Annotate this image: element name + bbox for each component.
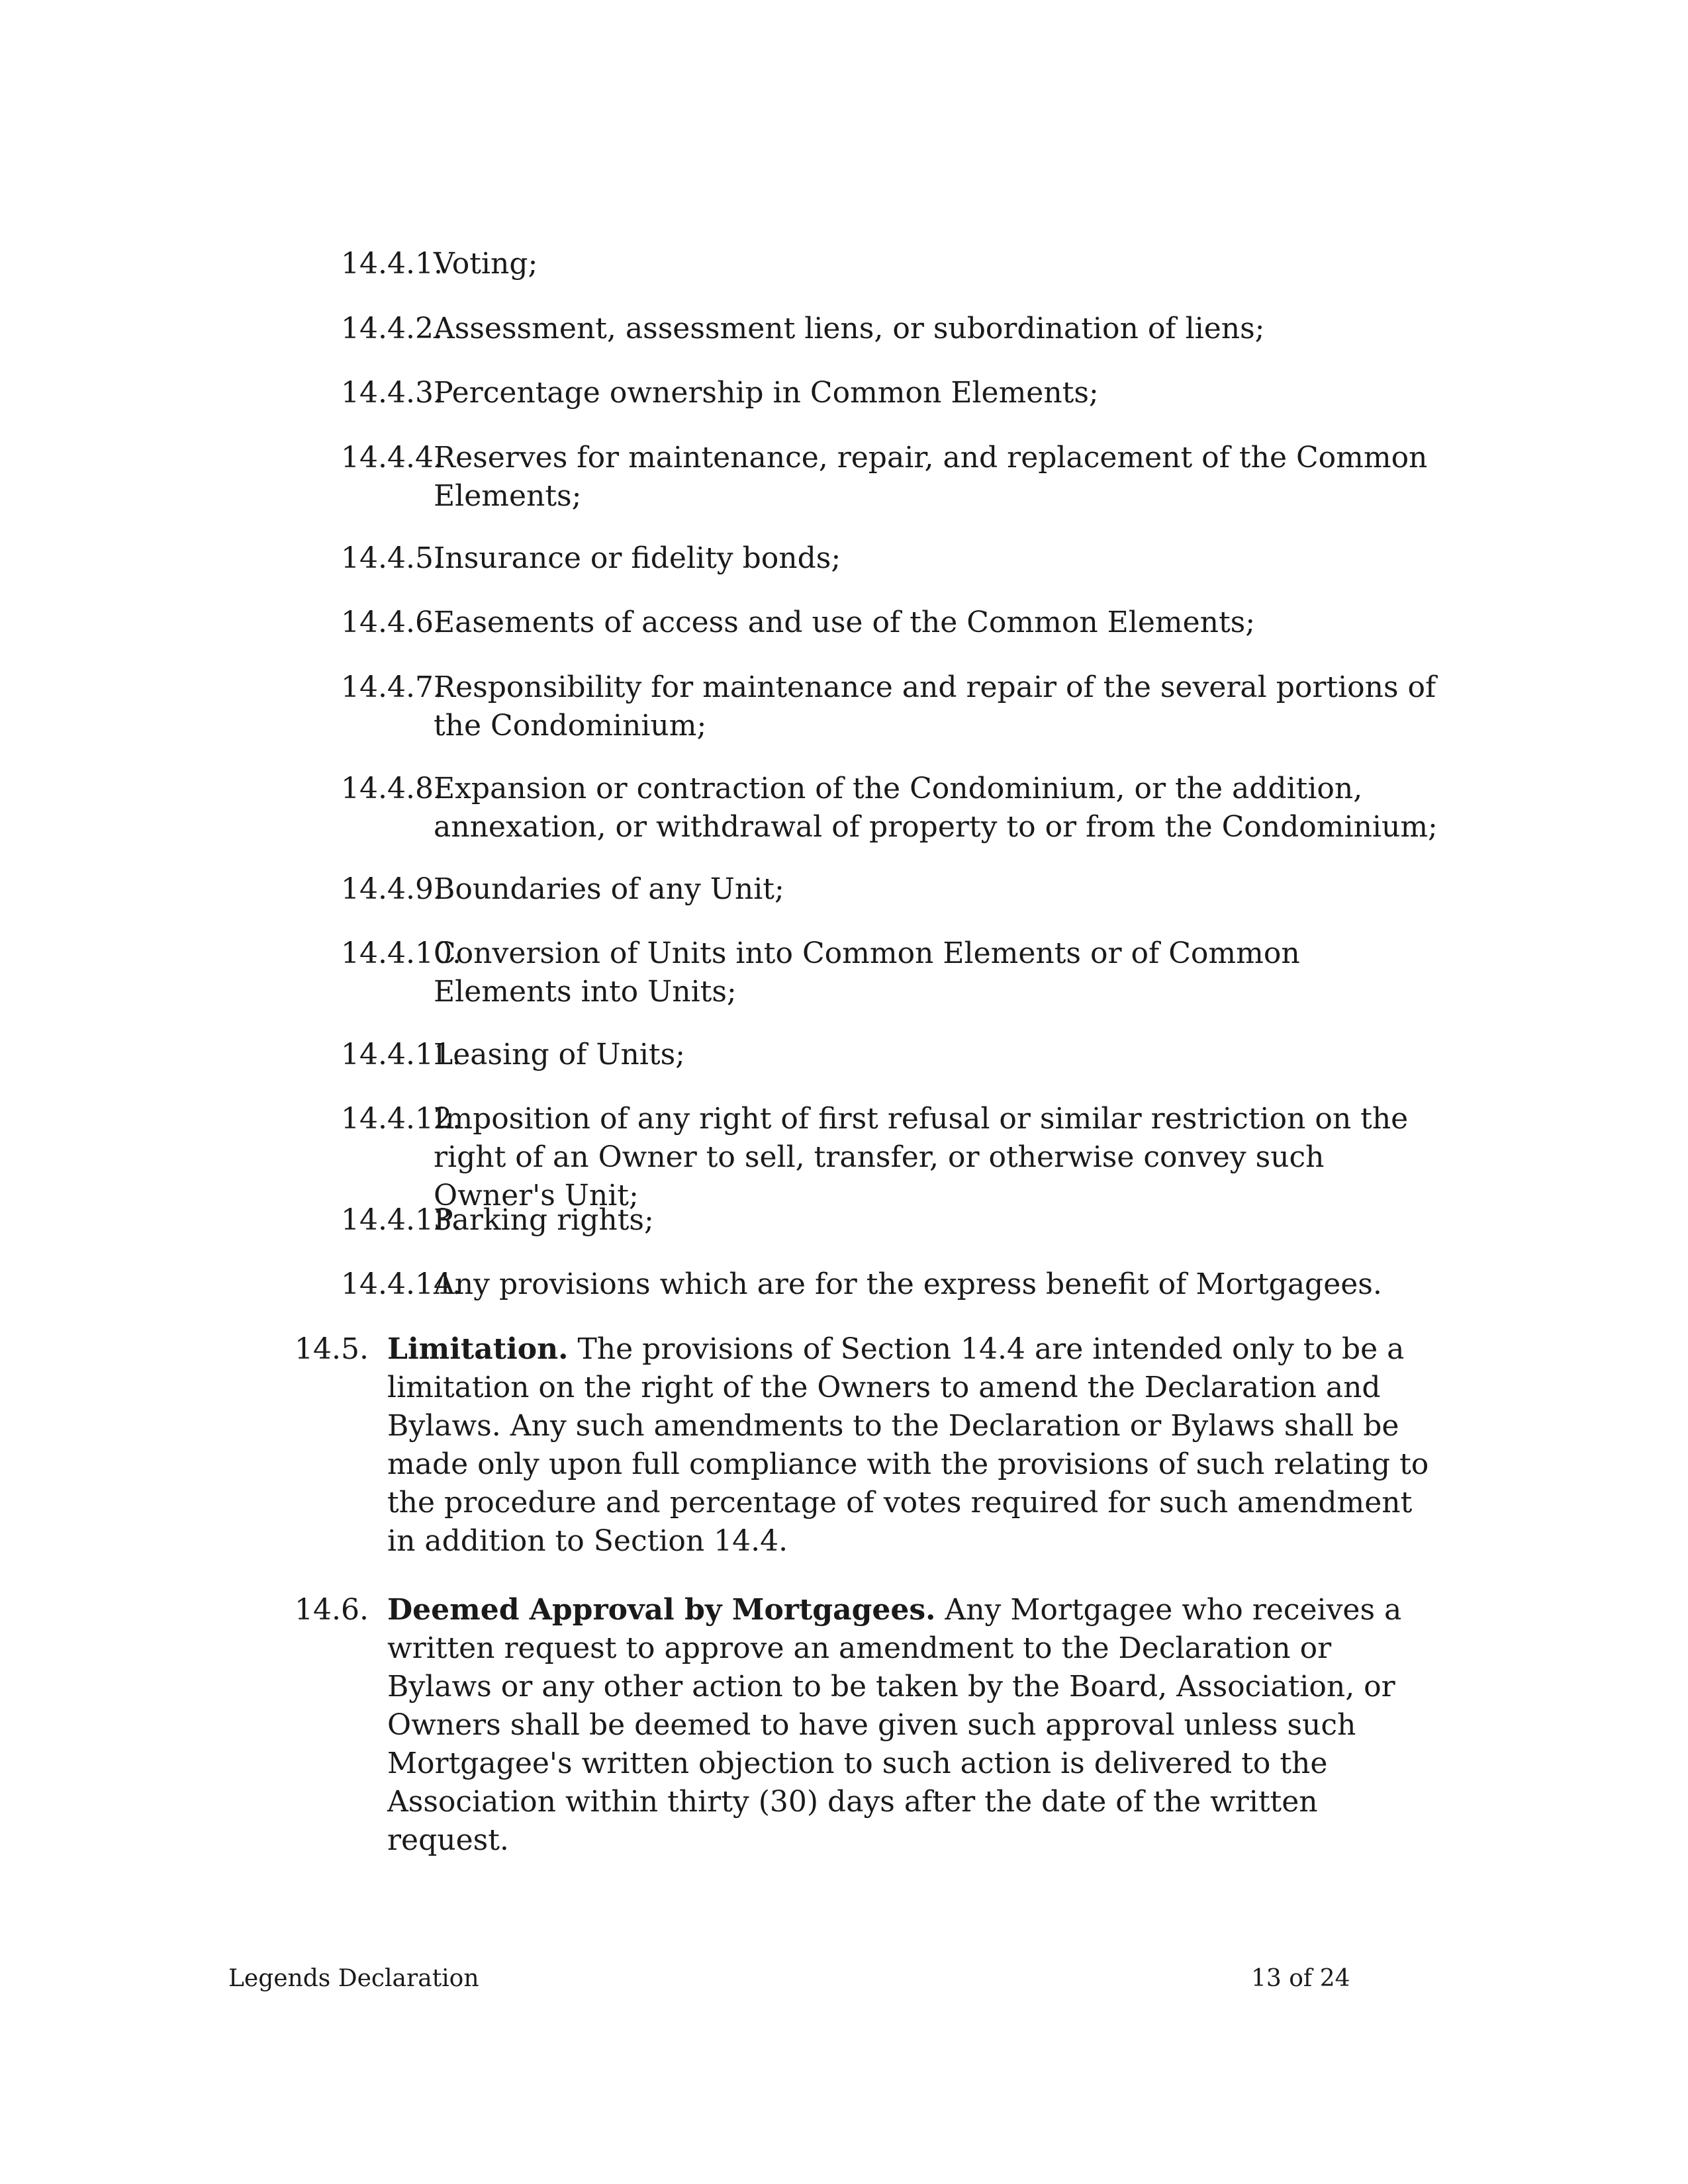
subsection-text: Insurance or fidelity bonds;: [434, 541, 841, 575]
subsection-number: 14.4.7.: [341, 670, 443, 704]
subsection-text: Boundaries of any Unit;: [434, 872, 784, 906]
subsection-text: Parking rights;: [434, 1203, 654, 1237]
subsection-14-4-14: [341, 1265, 1443, 1304]
subsection-number: 14.4.1.: [341, 247, 443, 281]
section-text: The provisions of Section 14.4 are intended only to be a limitation on the right of the Owners to amend the Declaration and Bylaws. Any such amendments to the Declaration or Bylaws shall be made only upon full compliance with the provisions of such relating to the procedure and percentage of votes required for such amendment in addition to Section 14.4.: [387, 1332, 1429, 1558]
subsection-number: 14.4.12.: [341, 1102, 461, 1136]
subsection-14-4-10: [341, 934, 1443, 1011]
subsection-text: Voting;: [434, 247, 538, 281]
subsection-text: Expansion or contraction of the Condominium, or the addition, annexation, or withdrawal of property to or from the Condominium;: [434, 772, 1438, 844]
subsection-number: 14.4.9.: [341, 872, 443, 906]
subsection-number: 14.4.13.: [341, 1203, 461, 1237]
subsection-14-4-1: [341, 245, 1443, 283]
subsection-number: 14.4.5.: [341, 541, 443, 575]
footer-document-name: Legends Declaration: [228, 1965, 479, 1992]
subsection-14-4-11: [341, 1036, 1443, 1074]
subsection-14-4-2: [341, 310, 1443, 348]
subsection-text: Conversion of Units into Common Elements or of Common Elements into Units;: [434, 936, 1300, 1009]
subsection-text: Assessment, assessment liens, or subordination of liens;: [434, 312, 1265, 345]
subsection-number: 14.4.11.: [341, 1038, 461, 1071]
subsection-14-4-12: [341, 1100, 1443, 1215]
section-title: Limitation.: [387, 1332, 569, 1366]
section-number: 14.5.: [295, 1332, 369, 1366]
subsection-14-4-6: [341, 604, 1443, 642]
subsection-number: 14.4.10.: [341, 936, 461, 970]
footer-page-number: 13 of 24: [1251, 1965, 1350, 1992]
subsection-number: 14.4.4.: [341, 441, 443, 475]
subsection-number: 14.4.8.: [341, 772, 443, 805]
section-body: [387, 1591, 1443, 1860]
section-title: Deemed Approval by Mortgagees.: [387, 1593, 936, 1627]
section-number: 14.6.: [295, 1593, 369, 1627]
section-14-5: [295, 1330, 1443, 1561]
subsection-14-4-13: [341, 1201, 1443, 1240]
subsection-text: Reserves for maintenance, repair, and replacement of the Common Elements;: [434, 441, 1428, 513]
subsection-14-4-3: [341, 374, 1443, 412]
subsection-14-4-8: [341, 770, 1443, 846]
subsection-14-4-4: [341, 439, 1443, 516]
section-14-6: [295, 1591, 1443, 1860]
subsection-14-4-5: [341, 539, 1443, 578]
subsection-text: Imposition of any right of first refusal or similar restriction on the right of an Owner to sell, transfer, or otherwise convey such Owner's Unit;: [434, 1102, 1409, 1212]
subsection-text: Any provisions which are for the express benefit of Mortgagees.: [434, 1267, 1382, 1301]
section-text: Any Mortgagee who receives a written request to approve an amendment to the Declaration or Bylaws or any other action to be taken by the Board, Association, or Owners shall be deemed to have given such approval unless such Mortgagee's written objection to such action is delivered to the Association within thirty (30) days after the date of the written request.: [387, 1593, 1402, 1857]
subsection-number: 14.4.2.: [341, 312, 443, 345]
subsection-number: 14.4.3.: [341, 376, 443, 410]
subsection-14-4-7: [341, 668, 1443, 745]
subsection-text: Percentage ownership in Common Elements;: [434, 376, 1099, 410]
subsection-number: 14.4.6.: [341, 606, 443, 639]
subsection-14-4-9: [341, 870, 1443, 909]
subsection-number: 14.4.14.: [341, 1267, 461, 1301]
subsection-text: Easements of access and use of the Common Elements;: [434, 606, 1256, 639]
subsection-text: Leasing of Units;: [434, 1038, 685, 1071]
section-body: [387, 1330, 1443, 1561]
subsection-text: Responsibility for maintenance and repair of the several portions of the Condominium;: [434, 670, 1436, 743]
